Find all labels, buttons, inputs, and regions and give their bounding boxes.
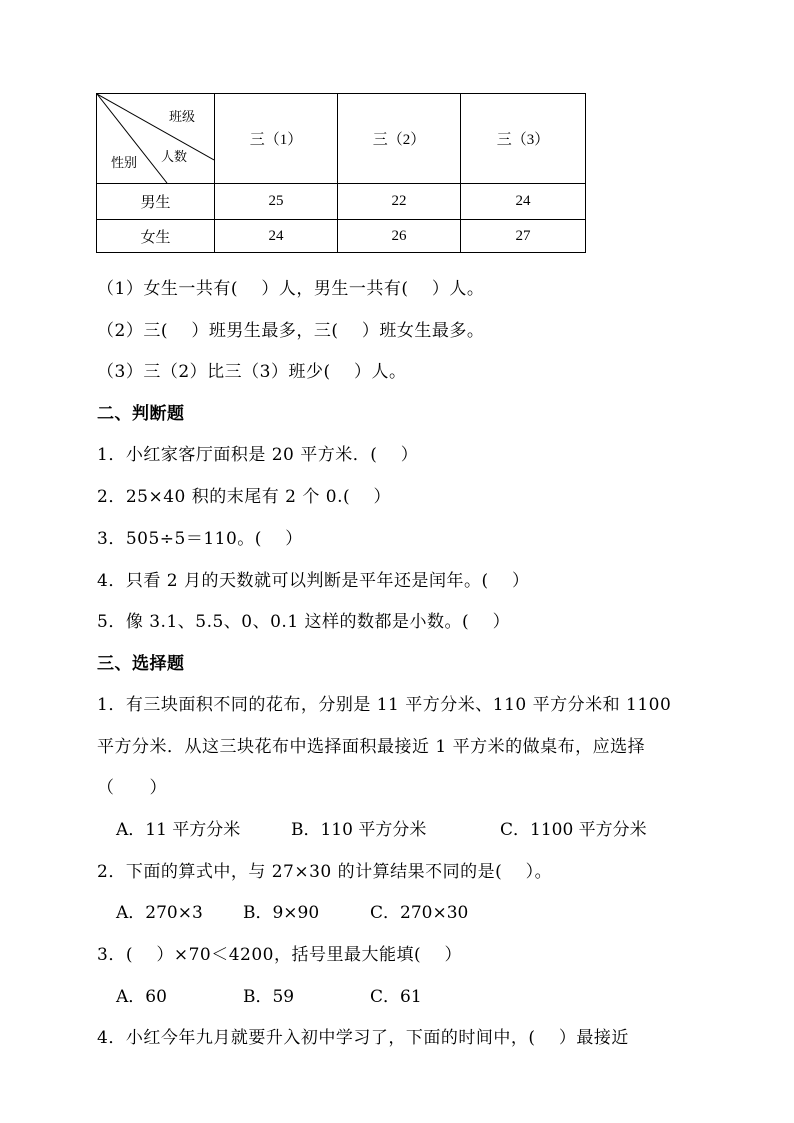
choice-q2-option-c: C．270×30 xyxy=(370,903,469,923)
judgement-item-3: 3．505÷5＝110。( ） xyxy=(97,529,303,549)
column-header-class-3: 三（3） xyxy=(461,94,586,184)
table-row-girls xyxy=(97,220,586,253)
choice-q2-option-b: B．9×90 xyxy=(243,903,320,923)
cell-girls-class-1: 24 xyxy=(215,220,338,253)
table-header-row xyxy=(97,94,586,184)
cell-boys-class-1: 25 xyxy=(215,184,338,220)
cell-girls-class-3: 27 xyxy=(461,220,586,253)
choice-q3-text: 3．( ）×70＜4200，括号里最大能填( ） xyxy=(97,945,463,965)
class-gender-table xyxy=(96,93,586,253)
choice-q3-option-c: C．61 xyxy=(370,987,422,1007)
choice-q1-option-b: B．110 平方分米 xyxy=(291,820,427,840)
choice-q3-option-a: A．60 xyxy=(116,987,167,1007)
cell-boys-class-3: 24 xyxy=(461,184,586,220)
table-question-1: （1）女生一共有( ）人，男生一共有( ）人。 xyxy=(97,279,485,299)
cell-girls-class-2: 26 xyxy=(338,220,461,253)
corner-label-count: 人数 xyxy=(161,150,188,165)
column-header-class-2: 三（2） xyxy=(338,94,461,184)
choice-q1-option-c: C．1100 平方分米 xyxy=(500,820,647,840)
choice-q1-line-1: 1．有三块面积不同的花布，分别是 11 平方分米、110 平方分米和 1100 xyxy=(97,695,672,715)
table-question-2: （2）三( ）班男生最多，三( ）班女生最多。 xyxy=(97,321,485,341)
judgement-item-4: 4．只看 2 月的天数就可以判断是平年还是闰年。( ） xyxy=(97,571,530,591)
choice-q2-option-a: A．270×3 xyxy=(116,903,203,923)
section-heading-choice: 三、选择题 xyxy=(97,654,185,674)
choice-q3-option-b: B．59 xyxy=(243,987,295,1007)
table-corner-cell xyxy=(97,94,215,184)
judgement-item-1: 1．小红家客厅面积是 20 平方米．( ） xyxy=(97,445,419,465)
choice-q1-option-a: A．11 平方分米 xyxy=(116,820,241,840)
judgement-item-2: 2．25×40 积的末尾有 2 个 0.( ） xyxy=(97,487,392,507)
corner-label-gender: 性别 xyxy=(111,156,138,171)
judgement-item-5: 5．像 3.1、5.5、0、0.1 这样的数都是小数。( ） xyxy=(97,612,511,632)
column-header-class-1: 三（1） xyxy=(215,94,338,184)
section-heading-judgement: 二、判断题 xyxy=(97,404,185,424)
row-label-boys: 男生 xyxy=(97,184,215,220)
choice-q4-text: 4．小红今年九月就要升入初中学习了，下面的时间中，( ）最接近 xyxy=(97,1028,629,1048)
table-question-3: （3）三（2）比三（3）班少( ）人。 xyxy=(97,362,407,382)
choice-q1-line-3: （ ） xyxy=(97,778,167,798)
corner-label-class: 班级 xyxy=(169,110,196,125)
row-label-girls: 女生 xyxy=(97,220,215,253)
cell-boys-class-2: 22 xyxy=(338,184,461,220)
choice-q1-line-2: 平方分米．从这三块花布中选择面积最接近 1 平方米的做桌布，应选择 xyxy=(97,737,646,757)
table-row-boys xyxy=(97,184,586,220)
choice-q2-text: 2．下面的算式中，与 27×30 的计算结果不同的是( ）。 xyxy=(97,862,553,882)
